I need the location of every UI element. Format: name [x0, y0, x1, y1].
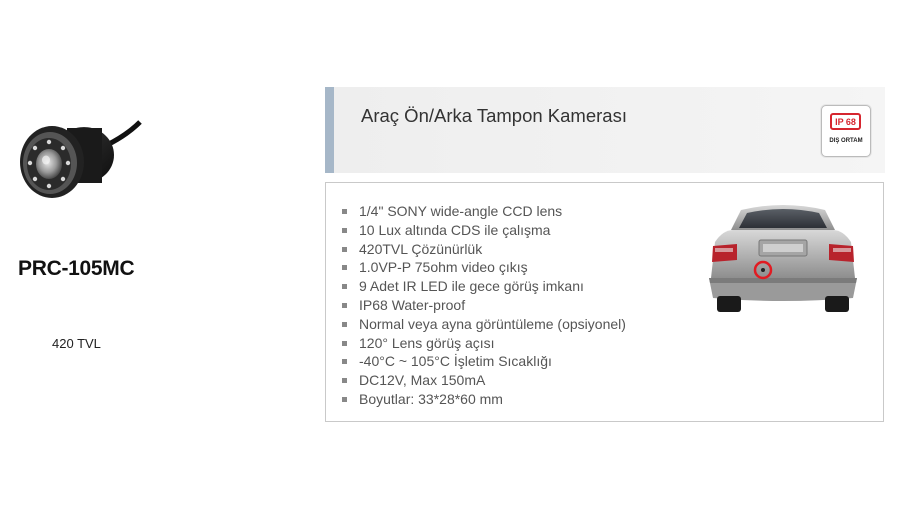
spec-item: 1/4" SONY wide-angle CCD lens [340, 202, 626, 221]
title-banner [325, 87, 885, 173]
spec-panel [325, 182, 884, 422]
product-code: PRC-105MC [18, 257, 135, 280]
ip-rating-label: DIŞ ORTAM [829, 138, 863, 144]
spec-item: 9 Adet IR LED ile gece görüş imkanı [340, 277, 626, 296]
spec-item: 10 Lux altında CDS ile çalışma [340, 221, 626, 240]
spec-item: DC12V, Max 150mA [340, 371, 626, 390]
spec-item: 120° Lens görüş açısı [340, 334, 626, 353]
spec-item: 420TVL Çözünürlük [340, 240, 626, 259]
spec-item: Boyutlar: 33*28*60 mm [340, 390, 626, 409]
page-title: Araç Ön/Arka Tampon Kamerası [361, 105, 627, 126]
spec-item: -40°C ~ 105°C İşletim Sıcaklığı [340, 352, 626, 371]
ip68-badge [821, 105, 871, 157]
camera-product-image [12, 100, 142, 210]
product-resolution: 420 TVL [52, 336, 101, 351]
ip-rating-code: IP 68 [830, 113, 861, 130]
spec-item: 1.0VP-P 75ohm video çıkış [340, 258, 626, 277]
spec-item: Normal veya ayna görüntüleme (opsiyonel) [340, 315, 626, 334]
spec-list [340, 202, 626, 409]
title-accent-bar [325, 87, 334, 173]
car-rear-image [703, 200, 863, 318]
spec-item: IP68 Water-proof [340, 296, 626, 315]
